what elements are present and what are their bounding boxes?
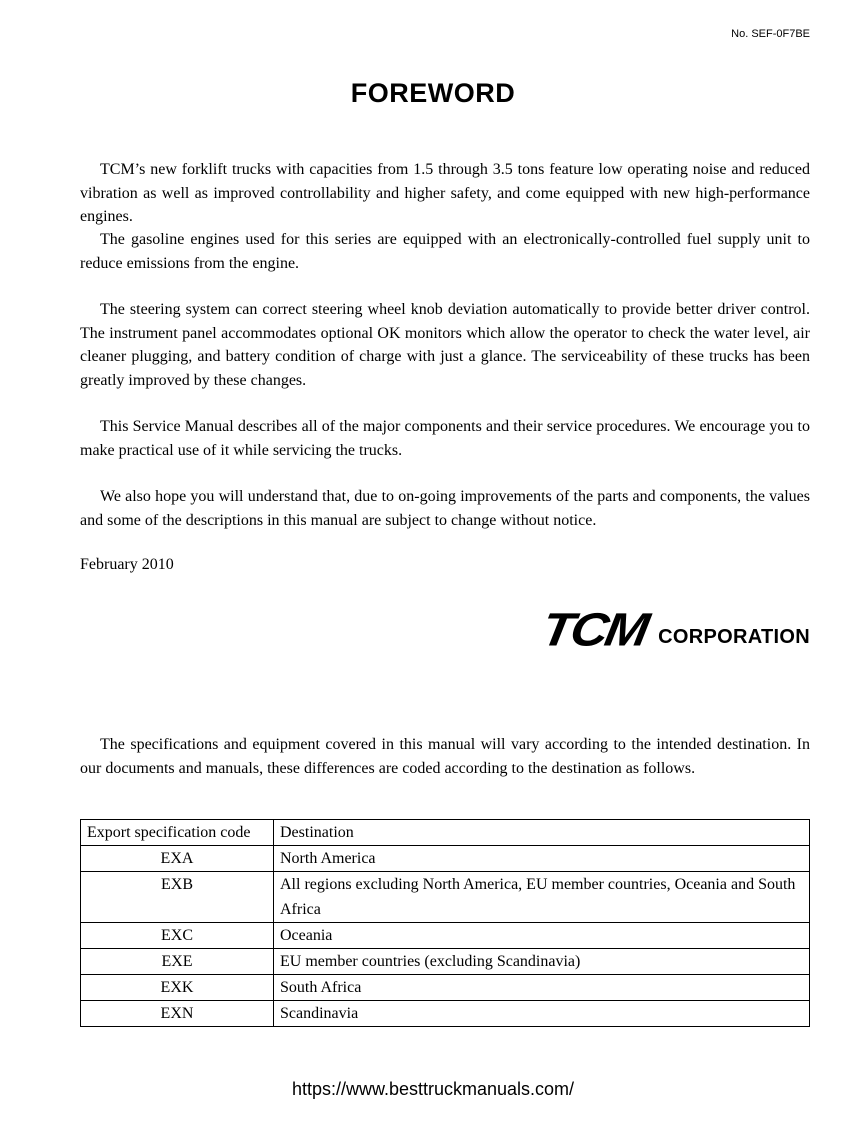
cell-code: EXE (81, 949, 274, 975)
table-row (81, 1001, 810, 1027)
cell-destination: EU member countries (excluding Scandinavia) (274, 949, 810, 975)
cell-destination: North America (274, 846, 810, 872)
logo-mark: TCM (537, 603, 650, 657)
export-spec-table (80, 819, 810, 1027)
paragraph-steering: The steering system can correct steering wheel knob deviation automatically to provide better driver control. The instrument panel accommodates optional OK monitors which allow the operator to check the water level, air cleaner plugging, and battery condition of charge with just a glance. The serviceability of these trucks has been greatly improved by these changes. (80, 301, 810, 389)
table-row (81, 846, 810, 872)
cell-code: EXK (81, 975, 274, 1001)
cell-code: EXC (81, 923, 274, 949)
table-row (81, 949, 810, 975)
footer-url-link[interactable]: https://www.besttruckmanuals.com/ (291, 1079, 575, 1099)
header-destination: Destination (274, 820, 810, 846)
cell-destination: All regions excluding North America, EU member countries, Oceania and South Africa (274, 872, 810, 923)
paragraph-improvements: We also hope you will understand that, due to on-going improvements of the parts and components, the values and some of the descriptions in this manual are subject to change without notice. (80, 488, 810, 529)
table-row (81, 975, 810, 1001)
page-title: FOREWORD (350, 78, 516, 108)
paragraph-intro: TCM’s new forklift trucks with capacities from 1.5 through 3.5 tons feature low operating noise and reduced vibration as well as improved controllability and higher safety, and come equipped with new high-performance engines. (80, 161, 810, 225)
tcm-logo (537, 603, 810, 657)
paragraph-service-manual: This Service Manual describes all of the major components and their service procedures. We encourage you to make practical use of it while servicing the trucks. (80, 418, 810, 459)
header-code: Export specification code (81, 820, 274, 846)
table-row (81, 923, 810, 949)
cell-code: EXN (81, 1001, 274, 1027)
cell-code: EXA (81, 846, 274, 872)
cell-code: EXB (81, 872, 274, 923)
publication-date: February 2010 (80, 556, 174, 573)
logo-corporation-text: CORPORATION (658, 626, 810, 648)
cell-destination: Oceania (274, 923, 810, 949)
table-row (81, 872, 810, 923)
document-number: No. SEF-0F7BE (731, 28, 810, 40)
cell-destination: South Africa (274, 975, 810, 1001)
table-header-row (81, 820, 810, 846)
cell-destination: Scandinavia (274, 1001, 810, 1027)
paragraph-specifications: The specifications and equipment covered in this manual will vary according to the intended destination. In our documents and manuals, these differences are coded according to the destination as follows. (80, 736, 810, 777)
paragraph-gasoline-engines: The gasoline engines used for this series are equipped with an electronically-controlled fuel supply unit to reduce emissions from the engine. (80, 231, 810, 272)
